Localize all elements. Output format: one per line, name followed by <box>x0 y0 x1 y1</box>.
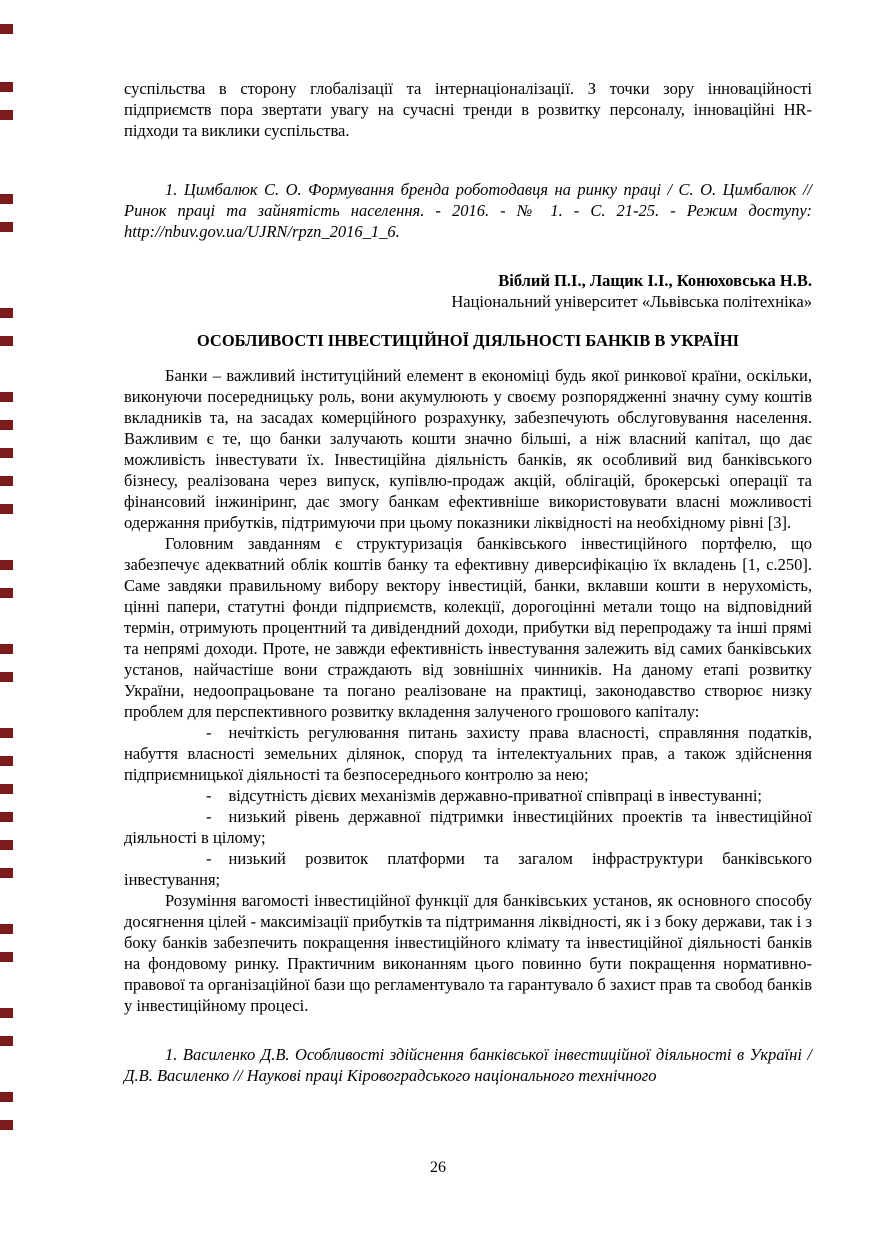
margin-mark <box>0 868 13 878</box>
list-item-4 <box>124 848 812 890</box>
margin-mark <box>0 952 13 962</box>
margin-mark <box>0 784 13 794</box>
list-item-text: нечіткість регулювання питань захисту права власності, справляння податків, набуття власності земельних ділянок, споруд та інтелектуальних прав, а також здійснення підприємницької діяльності та безпосереднього контролю за нею; <box>124 723 812 784</box>
reference-entry-bottom: 1. Василенко Д.В. Особливості здійснення банківської інвестиційної діяльності в Україні / Д.В. Василенко // Наукові праці Кіровоградського національного технічного <box>124 1045 812 1085</box>
margin-mark <box>0 840 13 850</box>
margin-mark <box>0 756 13 766</box>
margin-mark <box>0 222 13 232</box>
margin-mark <box>0 420 13 430</box>
margin-mark <box>0 924 13 934</box>
affiliation-line: Національний університет «Львівська політехніка» <box>451 292 812 311</box>
body-paragraph-3: Розуміння вагомості інвестиційної функції для банківських установ, як основного способу досягнення цілей - максимізації прибутків та підтримання ліквідності, як і з боку держави, так і з боку банків забезпечить покращення інвестиційного клімату та інвестиційної діяльності банків на фондовому ринку. Практичним виконанням цього повинно бути покращення нормативно-правової та організаційної бази що регламентувало та гарантувало б захист прав та свобод банків у інвестиційному процесі. <box>124 891 812 1015</box>
margin-mark <box>0 644 13 654</box>
intro-paragraph: суспільства в сторону глобалізації та інтернаціоналізації. З точки зору інноваційності підприємств пора звертати увагу на сучасні тренди в розвитку персоналу, інноваційні HR-підходи та виклики суспільства. <box>124 79 812 140</box>
page-number: 26 <box>430 1159 446 1176</box>
margin-mark <box>0 560 13 570</box>
list-item-dash: - <box>206 723 212 742</box>
page-content <box>124 78 812 1086</box>
authors-line: Віблий П.І., Лащик І.І., Конюховська Н.В. <box>498 271 812 290</box>
margin-mark <box>0 672 13 682</box>
list-item-1 <box>124 722 812 785</box>
margin-mark <box>0 588 13 598</box>
margin-mark <box>0 1036 13 1046</box>
margin-mark <box>0 392 13 402</box>
list-item-dash: - <box>206 849 212 868</box>
list-item-text: низький рівень державної підтримки інвестиційних проектів та інвестиційної діяльності в цілому; <box>124 807 812 847</box>
margin-mark <box>0 24 13 34</box>
margin-mark <box>0 110 13 120</box>
list-item-dash: - <box>206 786 212 805</box>
margin-mark <box>0 1120 13 1130</box>
list-item-text: низький розвиток платформи та загалом інфраструктури банківського інвестування; <box>124 849 812 889</box>
body-paragraph-2: Головним завданням є структуризація банківського інвестиційного портфелю, що забезпечує адекватний облік коштів банку та ефективну диверсифікацію їх вкладень [1, с.250]. Саме завдяки правильному вибору вектору інвестицій, банки, вклавши кошти в нерухомість, цінні папери, статутні фонди підприємств, колекції, дорогоцінні метали тощо на відповідний термін, отримують процентний та дивідендний доходи, прибутки від перепродажу та інші прямі та непрямі доходи. Проте, не завжди ефективність інвестування залежить від самих банківських установ, найчастіше вони страждають від зовнішніх чинників. На даному етапі розвитку України, недоопрацьоване та погано реалізоване на практиці, законодавство створює низку проблем для перспективного розвитку вкладення залученого грошового капіталу: <box>124 534 812 721</box>
margin-mark <box>0 448 13 458</box>
margin-mark <box>0 812 13 822</box>
list-item-3 <box>124 806 812 848</box>
margin-mark <box>0 308 13 318</box>
margin-mark <box>0 476 13 486</box>
margin-mark <box>0 504 13 514</box>
margin-mark <box>0 194 13 204</box>
list-item-2 <box>124 785 812 806</box>
margin-mark <box>0 728 13 738</box>
margin-mark <box>0 336 13 346</box>
body-paragraph-1: Банки – важливий інституційний елемент в економіці будь якої ринкової країни, оскільки, виконуючи посередницьку роль, вони акумулюють у своєму розпорядженні значну суму коштів вкладників та, на засадах комерційного розрахунку, забезпечують обслуговування населення. Важливим є те, що банки залучають кошти значно більші, а ніж власний капітал, що дає можливість інвестувати їх. Інвестиційна діяльність банків, як особливий вид банківського бізнесу, реалізована через випуск, купівлю-продаж акцій, облігацій, брокерські операції та фінансовий інжиніринг, дає змогу банкам ефективніше використовувати власні можливості одержання прибутків, підтримуючи при цьому показники ліквідності на необхідному рівні [3]. <box>124 366 812 532</box>
list-item-text: відсутність дієвих механізмів державно-приватної співпраці в інвестуванні; <box>228 786 762 805</box>
reference-entry-top: 1. Цимбалюк С. О. Формування бренда роботодавця на ринку праці / С. О. Цимбалюк // Ринок праці та зайнятість населення. - 2016. - № 1. - С. 21-25. - Режим доступу: http://nbuv.gov.ua/UJRN/rpzn_2016_1_6. <box>124 180 812 241</box>
margin-mark <box>0 1092 13 1102</box>
article-title: ОСОБЛИВОСТІ ІНВЕСТИЦІЙНОЇ ДІЯЛЬНОСТІ БАНКІВ В УКРАЇНІ <box>196 331 740 350</box>
list-item-dash: - <box>206 807 212 826</box>
margin-mark <box>0 1008 13 1018</box>
margin-mark <box>0 82 13 92</box>
